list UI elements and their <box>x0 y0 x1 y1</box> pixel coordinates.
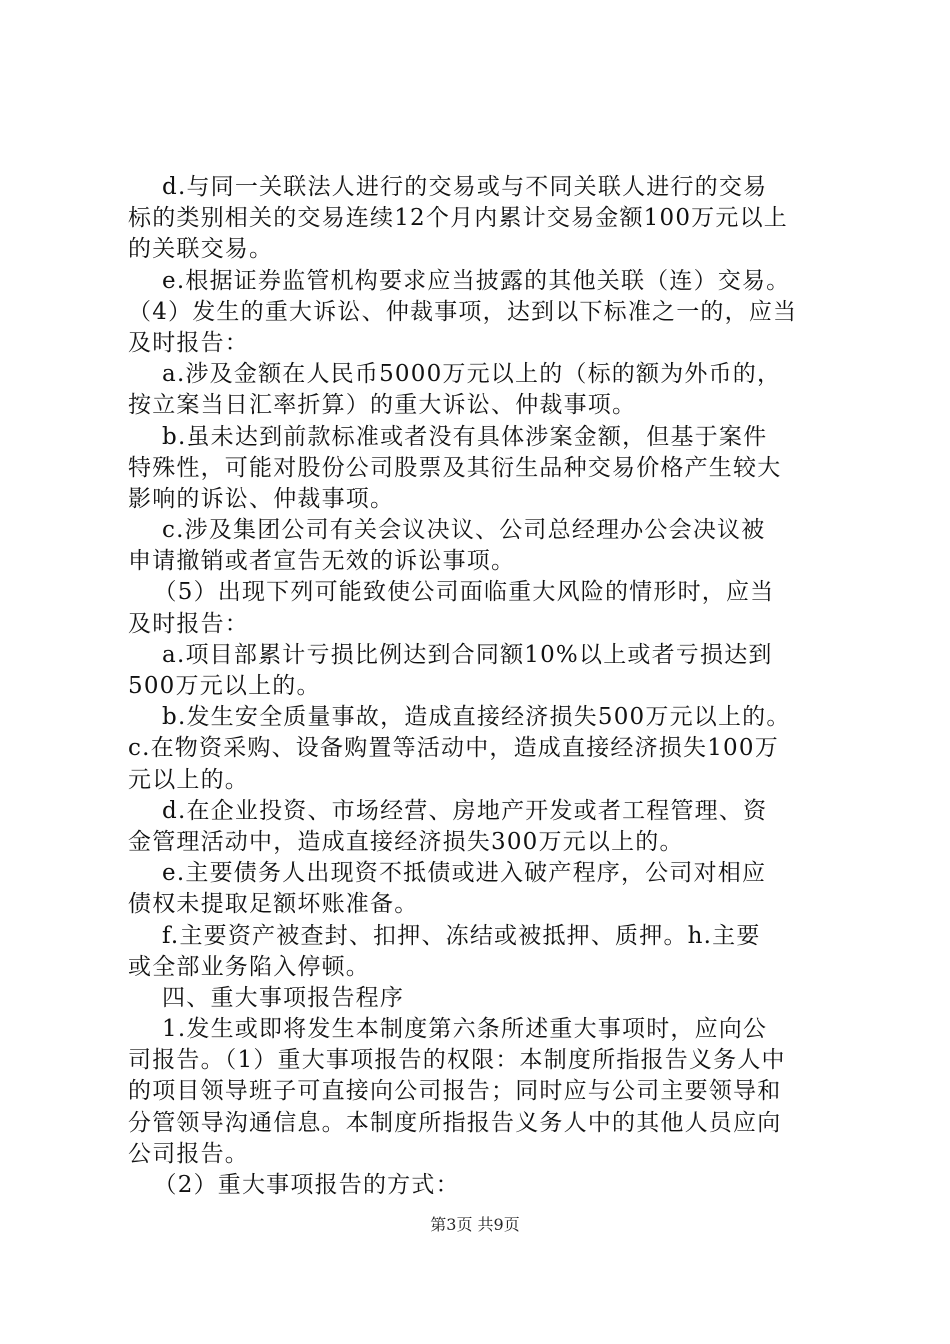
text-line: a.项目部累计亏损比例达到合同额10%以上或者亏损达到 <box>128 641 773 668</box>
document-body <box>128 172 840 1201</box>
text-line: （2）重大事项报告的方式： <box>128 1172 460 1198</box>
text-line: （5）出现下列可能致使公司面临重大风险的情形时，应当 <box>128 579 775 606</box>
text-line: 及时报告： <box>128 329 249 356</box>
text-line: c.在物资采购、设备购置等活动中，造成直接经济损失100万 <box>128 735 779 762</box>
text-line: 的项目领导班子可直接向公司报告；同时应与公司主要领导和 <box>128 1078 782 1105</box>
text-line: a.涉及金额在人民币5000万元以上的（标的额为外币的， <box>128 361 782 388</box>
text-line: 1.发生或即将发生本制度第六条所述重大事项时，应向公 <box>128 1016 768 1043</box>
text-line: 500万元以上的。 <box>128 673 321 699</box>
text-line: d.与同一关联法人进行的交易或与不同关联人进行的交易 <box>128 174 768 200</box>
text-line: 影响的诉讼、仲裁事项。 <box>128 485 395 512</box>
text-line: 司报告。（1）重大事项报告的权限：本制度所指报告义务人中 <box>128 1047 786 1074</box>
page-number-footer: 第3页 共9页 <box>430 1215 520 1234</box>
text-line: 标的类别相关的交易连续12个月内累计交易金额100万元以上 <box>128 205 788 232</box>
text-line: 申请撤销或者宣告无效的诉讼事项。 <box>128 548 516 575</box>
text-line: 分管领导沟通信息。本制度所指报告义务人中的其他人员应向 <box>128 1109 782 1136</box>
text-line: （4）发生的重大诉讼、仲裁事项，达到以下标准之一的，应当 <box>128 298 798 325</box>
text-line: 债权未提取足额坏账准备。 <box>128 891 419 918</box>
text-line: d.在企业投资、市场经营、房地产开发或者工程管理、资 <box>128 797 768 824</box>
text-line: c.涉及集团公司有关会议决议、公司总经理办公会决议被 <box>128 517 766 544</box>
text-line: e.根据证券监管机构要求应当披露的其他关联（连）交易。 <box>128 267 791 294</box>
text-line: e.主要债务人出现资不抵债或进入破产程序，公司对相应 <box>128 860 767 887</box>
text-line: b.虽未达到前款标准或者没有具体涉案金额，但基于案件 <box>128 423 768 450</box>
section-heading: 四、重大事项报告程序 <box>128 984 405 1011</box>
text-line: 及时报告： <box>128 610 249 637</box>
text-line: 的关联交易。 <box>128 236 274 263</box>
text-line: 元以上的。 <box>128 766 249 793</box>
text-line: b.发生安全质量事故，造成直接经济损失500万元以上的。 <box>128 704 791 731</box>
text-line: 金管理活动中，造成直接经济损失300万元以上的。 <box>128 828 684 855</box>
text-line: 或全部业务陷入停顿。 <box>128 953 370 980</box>
text-line: 按立案当日汇率折算）的重大诉讼、仲裁事项。 <box>128 392 637 419</box>
text-line: f.主要资产被查封、扣押、冻结或被抵押、质押。h.主要 <box>128 922 761 949</box>
text-line: 特殊性，可能对股份公司股票及其衍生品种交易价格产生较大 <box>128 454 782 481</box>
text-line: 公司报告。 <box>128 1140 249 1167</box>
